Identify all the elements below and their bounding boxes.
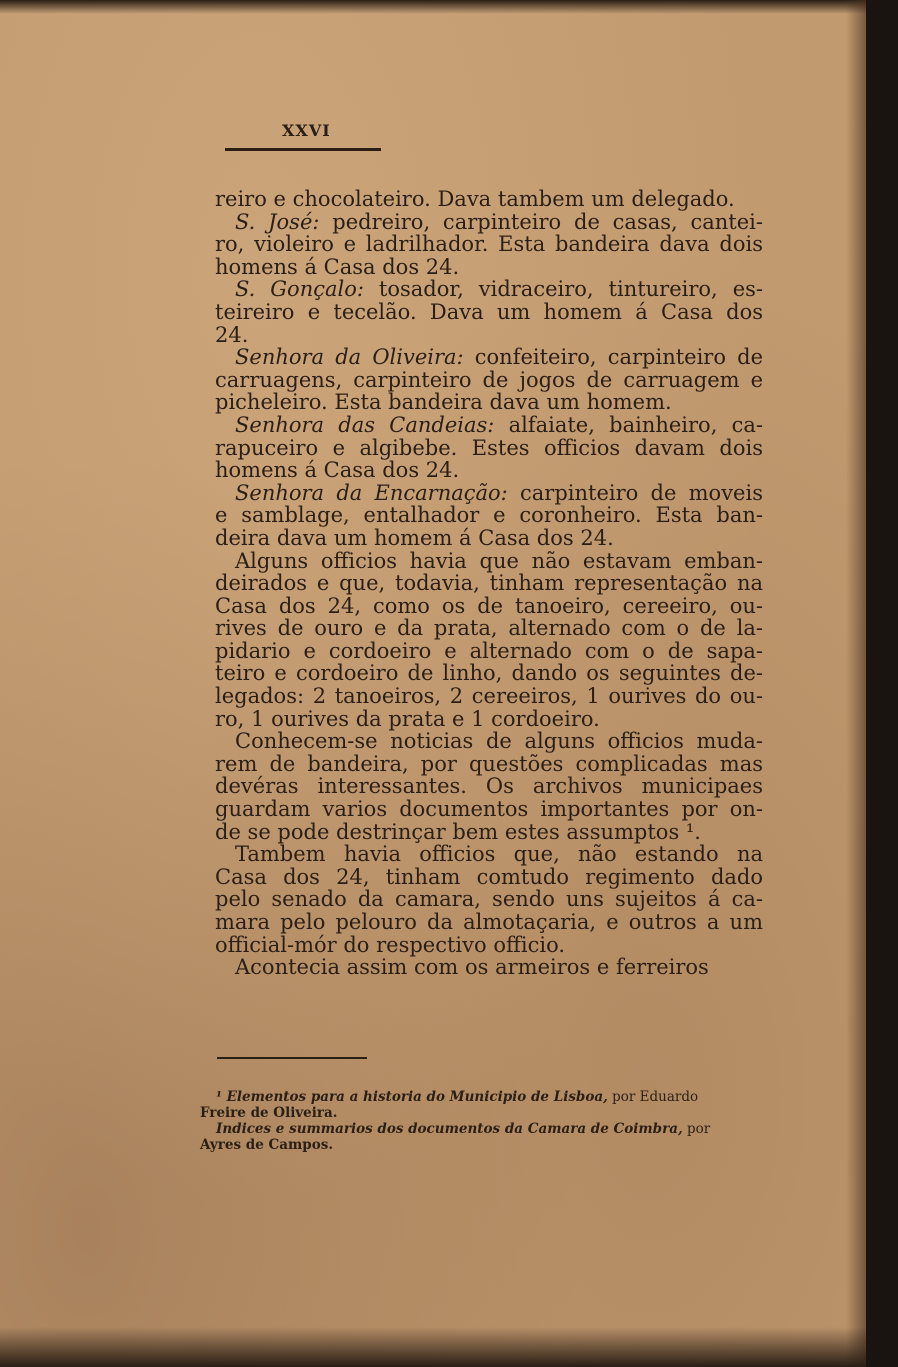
text-line: teiro e cordoeiro de linho, dando os seguintes de- (215, 661, 763, 686)
body-text (215, 188, 763, 979)
text-line: picheleiro. Esta bandeira dava um homem. (215, 390, 672, 415)
text-line: de se pode destrinçar bem estes assumptos ¹. (215, 819, 701, 844)
text-line: devéras interessantes. Os archivos municipaes (215, 774, 763, 799)
text-line: e samblage, entalhador e coronheiro. Esta ban- (215, 503, 763, 528)
text-line: legados: 2 tanoeiros, 2 cereeiros, 1 ourives do ou- (215, 684, 763, 709)
text-line: homens á Casa dos 24. (215, 458, 460, 483)
text-line: Senhora da Encarnação: carpinteiro de moveis (235, 480, 763, 505)
text-line: ro, violeiro e ladrilhador. Esta bandeira dava dois (215, 232, 763, 257)
text-line: Acontecia assim com os armeiros e ferreiros (235, 955, 709, 980)
text-line: ro, 1 ourives da prata e 1 cordoeiro. (215, 706, 600, 731)
footnote-1 (200, 1089, 745, 1105)
text-line: Senhora das Candeias: alfaiate, bainheiro, ca- (235, 412, 763, 437)
text-line: official-mór do respectivo officio. (215, 932, 566, 957)
text-line: deirados e que, todavia, tinham representação na (215, 571, 763, 596)
footnote-2-continuation: Ayres de Campos. (200, 1137, 334, 1153)
footnotes (200, 1089, 745, 1153)
text-line: pelo senado da camara, sendo uns sujeitos á ca- (215, 887, 763, 912)
page-top-shadow (0, 0, 866, 14)
italic-heading: Senhora da Encarnação: (235, 480, 508, 505)
text-line: teireiro e tecelão. Dava um homem á Casa dos (215, 299, 763, 324)
italic-heading: S. José: (235, 209, 320, 234)
text-line: pidario e cordoeiro e alternado com o de sapa- (215, 638, 763, 663)
footnote-1-continuation: Freire de Oliveira. (200, 1105, 338, 1121)
text-line: Senhora da Oliveira: confeiteiro, carpinteiro de (235, 345, 764, 370)
text-line: mara pelo pelouro da almotaçaria, e outros a um (215, 910, 763, 934)
text-line: Casa dos 24, tinham comtudo regimento dado (215, 864, 763, 889)
footnote-2-title: Indices e summarios dos documentos da Camara de Coimbra, (216, 1121, 683, 1137)
text-line: carruagens, carpinteiro de jogos de carruagem e (215, 367, 763, 392)
page-number: XXVI (282, 121, 331, 140)
footnote-2-author: por (682, 1121, 711, 1137)
footnote-2 (200, 1121, 745, 1137)
text-line: rives de ouro e da prata, alternado com o de la- (215, 616, 763, 641)
text-line: Conhecem-se noticias de alguns officios muda- (235, 729, 763, 754)
text-line: Alguns officios havia que não estavam emban- (235, 548, 763, 573)
page-gutter-shadow (846, 0, 866, 1367)
footnote-1-author: por Eduardo (607, 1089, 699, 1105)
text-line: homens á Casa dos 24. (215, 254, 460, 279)
text-line: rem de bandeira, por questões complicadas mas (215, 751, 763, 776)
text-line: 24. (215, 322, 249, 347)
text-line: Tambem havia officios que, não estando na (235, 842, 763, 867)
text-line: guardam varios documentos importantes por on- (215, 797, 763, 822)
page-bottom-shadow (0, 1327, 866, 1367)
text-line: reiro e chocolateiro. Dava tambem um delegado. (215, 187, 735, 211)
italic-heading: Senhora da Oliveira: (235, 345, 464, 370)
text-line: Casa dos 24, como os de tanoeiro, cereeiro, ou- (215, 593, 763, 618)
footnote-rule (217, 1057, 367, 1059)
footnote-1-title: ¹ Elementos para a historia do Municipio de Lisboa, (216, 1089, 608, 1105)
text-line: S. José: pedreiro, carpinteiro de casas, cantei- (235, 209, 763, 234)
header-rule (225, 148, 381, 151)
text-line: S. Gonçalo: tosador, vidraceiro, tintureiro, es- (235, 277, 763, 302)
text-line: rapuceiro e algibebe. Estes officios davam dois (215, 435, 763, 460)
italic-heading: Senhora das Candeias: (235, 412, 495, 437)
text-line: deira dava um homem á Casa dos 24. (215, 525, 614, 550)
italic-heading: S. Gonçalo: (235, 277, 364, 302)
